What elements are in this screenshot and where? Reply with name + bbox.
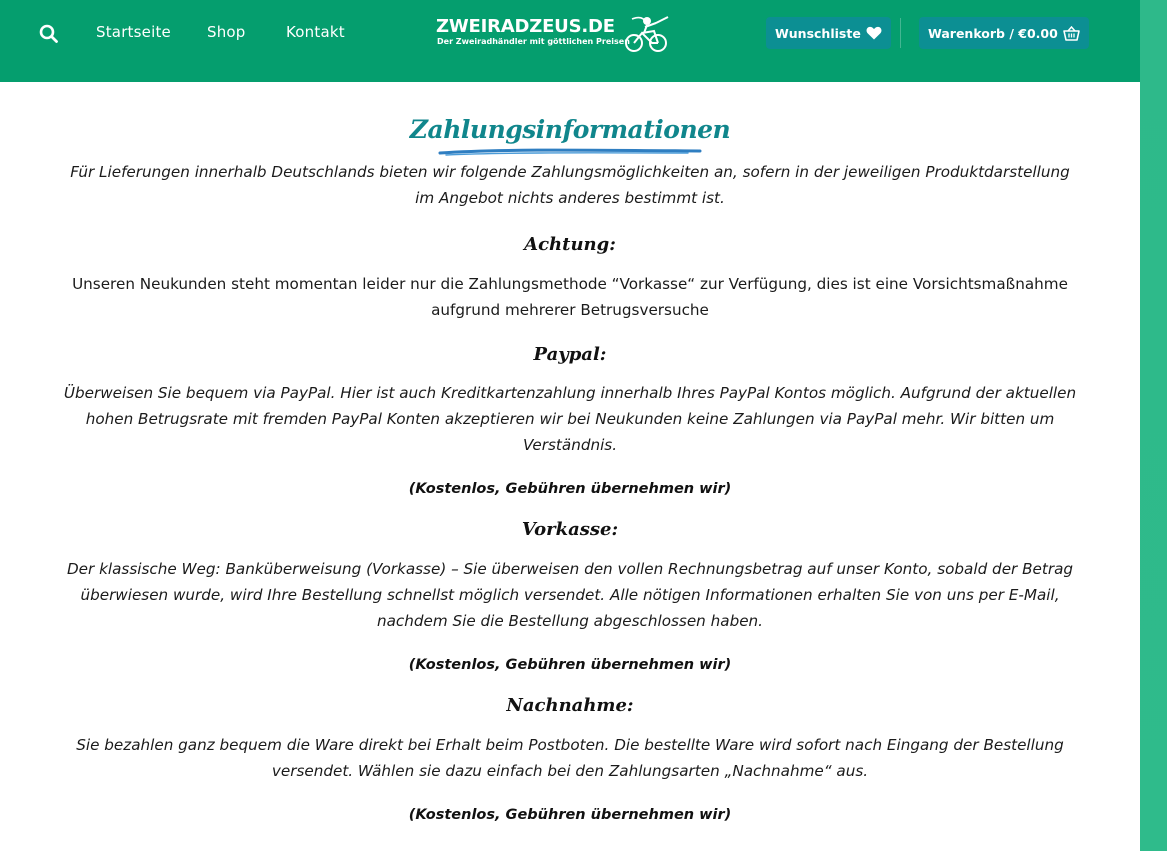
header-bar xyxy=(0,0,1140,82)
fee-note-vorkasse: (Kostenlos, Gebühren übernehmen wir) xyxy=(408,657,732,673)
section-text-achtung: Unseren Neukunden steht momentan leider nur die Zahlungsmethode “Vorkasse“ zur Verfügung, dies ist eine Vorsichtsmaßnahme aufgrund mehrerer Betrugsversuche xyxy=(72,275,1068,319)
title-underline-decoration xyxy=(438,147,702,157)
section-heading-nachnahme: Nachnahme: xyxy=(506,695,634,716)
basket-icon xyxy=(1063,26,1080,41)
fee-note-paypal: (Kostenlos, Gebühren übernehmen wir) xyxy=(408,481,732,497)
main-content xyxy=(20,100,1120,826)
section-text-vorkasse: Der klassische Weg: Banküberweisung (Vorkasse) – Sie überweisen den vollen Rechnungsbetrag auf unser Konto, sobald der Betrag überwiesen wurde, wird Ihre Bestellung schnellst möglich versendet. Alle nötigen Informationen erhalten Sie von uns per E-Mail, nachdem Sie die Bestellung abgeschlossen haben. xyxy=(66,560,1074,630)
search-icon[interactable] xyxy=(38,23,60,45)
section-heading-paypal: Paypal: xyxy=(533,344,607,365)
intro-text: Für Lieferungen innerhalb Deutschlands bieten wir folgende Zahlungsmöglichkeiten an, sofern in der jeweiligen Produktdarstellung im Angebot nichts anderes bestimmt ist. xyxy=(70,163,1070,207)
section-heading-vorkasse: Vorkasse: xyxy=(521,519,619,540)
section-text-paypal: Überweisen Sie bequem via PayPal. Hier ist auch Kreditkartenzahlung innerhalb Ihres PayPal Kontos möglich. Aufgrund der aktuellen hohen Betrugsrate mit fremden PayPal Konten akzeptieren wir bei Neukunden keine Zahlungen via PayPal mehr. Wir bitten um Verständnis. xyxy=(63,384,1077,454)
logo-tagline: Der Zweiradhändler mit göttlichen Preisen xyxy=(437,37,630,46)
fee-note-nachnahme: (Kostenlos, Gebühren übernehmen wir) xyxy=(408,807,732,823)
logo-title: ZWEIRADZEUS.DE xyxy=(436,16,615,37)
wishlist-label: Wunschliste xyxy=(775,25,861,41)
cart-label: Warenkorb / €0.00 xyxy=(928,25,1058,41)
heart-icon xyxy=(866,26,882,40)
header-divider xyxy=(900,18,901,48)
side-accent-strip xyxy=(1140,0,1167,851)
cyclist-icon xyxy=(622,13,672,55)
wishlist-button[interactable] xyxy=(766,17,891,49)
section-heading-achtung: Achtung: xyxy=(524,234,616,255)
site-logo[interactable] xyxy=(434,13,678,57)
cart-button[interactable] xyxy=(919,17,1089,49)
section-text-nachnahme: Sie bezahlen ganz bequem die Ware direkt bei Erhalt beim Postboten. Die bestellte Ware wird sofort nach Eingang der Bestellung versendet. Wählen sie dazu einfach bei den Zahlungsarten „Nachnahme“ aus. xyxy=(76,736,1064,780)
nav-kontakt-link[interactable]: Kontakt xyxy=(286,23,345,41)
nav-startseite-link[interactable]: Startseite xyxy=(96,23,171,41)
nav-shop-link[interactable]: Shop xyxy=(207,23,246,41)
page-title: Zahlungsinformationen xyxy=(409,115,731,144)
